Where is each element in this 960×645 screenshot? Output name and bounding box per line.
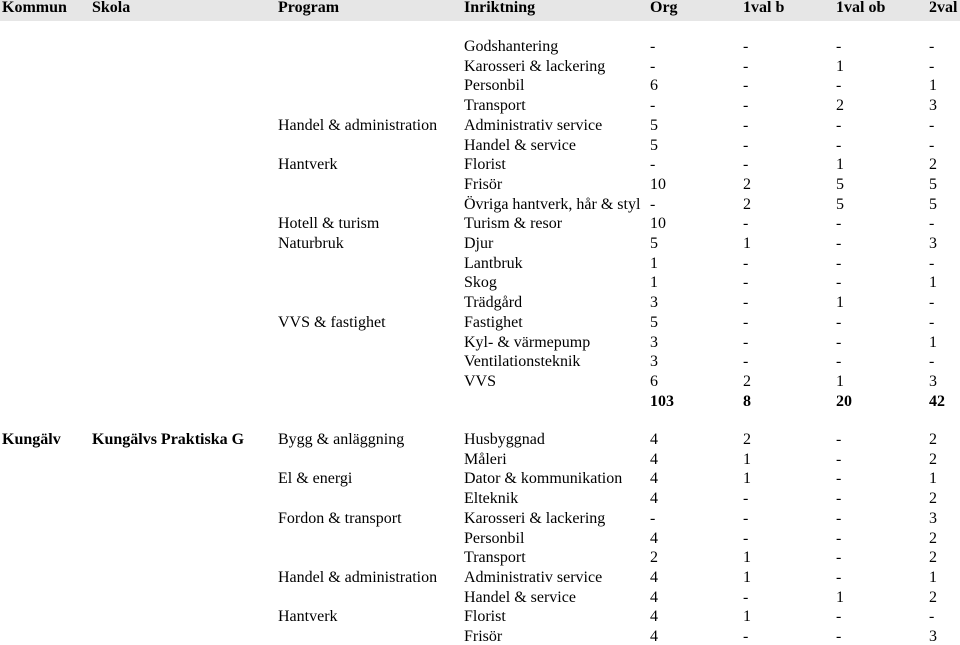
- header-program: Program: [278, 0, 340, 16]
- cell-inriktning: Trädgård: [464, 294, 523, 311]
- cell-b: -: [743, 156, 749, 173]
- cell-ob: 1: [836, 294, 844, 311]
- cell-org: 4: [650, 470, 658, 487]
- header-skola: Skola: [92, 0, 131, 16]
- cell-v2: 3: [929, 235, 937, 252]
- cell-v2: 2: [929, 156, 937, 173]
- cell-ob: 2: [836, 97, 844, 114]
- cell-org: 5: [650, 314, 658, 331]
- cell-v2: 2: [929, 490, 937, 507]
- cell-inriktning: Skog: [464, 274, 497, 291]
- cell-v2: -: [929, 294, 935, 311]
- cell-inriktning: Djur: [464, 235, 494, 252]
- cell-org: -: [650, 97, 656, 114]
- cell-org: 3: [650, 353, 658, 370]
- cell-org: -: [650, 510, 656, 527]
- cell-org: 6: [650, 77, 658, 94]
- cell-v2: 1: [929, 334, 937, 351]
- cell-b: -: [743, 530, 749, 547]
- cell-v2: -: [929, 314, 935, 331]
- cell-ob: -: [836, 530, 842, 547]
- cell-inriktning: Transport: [464, 549, 526, 566]
- cell-org: 4: [650, 530, 658, 547]
- cell-v2: 3: [929, 373, 937, 390]
- cell-ob: -: [836, 137, 842, 154]
- cell-inriktning: Måleri: [464, 451, 507, 468]
- cell-b: 1: [743, 470, 751, 487]
- cell-ob: 1: [836, 58, 844, 75]
- cell-v2: -: [929, 353, 935, 370]
- cell-b: 1: [743, 549, 751, 566]
- cell-ob: -: [836, 431, 842, 448]
- cell-inriktning: Lantbruk: [464, 255, 523, 272]
- cell-b: -: [743, 77, 749, 94]
- cell-b: -: [743, 510, 749, 527]
- cell-inriktning: Frisör: [464, 176, 503, 193]
- cell-inriktning: Administrativ service: [464, 569, 603, 586]
- cell-b: -: [743, 58, 749, 75]
- cell-b: 2: [743, 176, 751, 193]
- cell-inriktning: Godshantering: [464, 38, 559, 55]
- cell-b: -: [743, 628, 749, 645]
- cell-v2: 3: [929, 510, 937, 527]
- cell-org: 10: [650, 215, 666, 232]
- cell-ob: -: [836, 215, 842, 232]
- cell-org: 1: [650, 274, 658, 291]
- cell-v2: -: [929, 38, 935, 55]
- cell-skola: Kungälvs Praktiska G: [92, 431, 245, 448]
- cell-kommun: Kungälv: [2, 431, 61, 448]
- cell-b: -: [743, 97, 749, 114]
- cell-ob: -: [836, 255, 842, 272]
- cell-b: -: [743, 294, 749, 311]
- total-ob: 20: [836, 393, 852, 410]
- cell-b: -: [743, 334, 749, 351]
- cell-inriktning: Husbyggnad: [464, 431, 545, 448]
- cell-b: 1: [743, 235, 751, 252]
- cell-org: 3: [650, 294, 658, 311]
- cell-program: VVS & fastighet: [278, 314, 386, 331]
- cell-v2: 2: [929, 530, 937, 547]
- cell-inriktning: Personbil: [464, 530, 525, 547]
- cell-b: 2: [743, 431, 751, 448]
- cell-v2: 1: [929, 77, 937, 94]
- cell-ob: -: [836, 490, 842, 507]
- cell-org: 6: [650, 373, 658, 390]
- cell-v2: -: [929, 117, 935, 134]
- cell-b: 2: [743, 373, 751, 390]
- cell-v2: 5: [929, 176, 937, 193]
- cell-ob: -: [836, 628, 842, 645]
- cell-program: Hotell & turism: [278, 215, 380, 232]
- cell-ob: -: [836, 569, 842, 586]
- cell-org: 4: [650, 569, 658, 586]
- cell-org: 4: [650, 490, 658, 507]
- cell-program: Hantverk: [278, 156, 338, 173]
- cell-inriktning: Handel & service: [464, 589, 576, 606]
- cell-inriktning: Florist: [464, 156, 506, 173]
- cell-ob: -: [836, 77, 842, 94]
- cell-inriktning: Karosseri & lackering: [464, 510, 606, 527]
- cell-v2: 1: [929, 569, 937, 586]
- cell-v2: 2: [929, 549, 937, 566]
- header-kommun: Kommun: [2, 0, 67, 16]
- cell-program: Handel & administration: [278, 117, 438, 134]
- cell-b: -: [743, 137, 749, 154]
- cell-inriktning: Handel & service: [464, 137, 576, 154]
- cell-b: -: [743, 589, 749, 606]
- cell-org: 4: [650, 451, 658, 468]
- cell-b: 1: [743, 451, 751, 468]
- cell-b: -: [743, 117, 749, 134]
- cell-ob: -: [836, 470, 842, 487]
- cell-v2: 2: [929, 451, 937, 468]
- header-org: Org: [650, 0, 678, 16]
- cell-org: 4: [650, 431, 658, 448]
- cell-program: Bygg & anläggning: [278, 431, 405, 448]
- header-2val: 2val: [929, 0, 958, 16]
- cell-program: Handel & administration: [278, 569, 438, 586]
- table-header: [0, 0, 960, 21]
- total-v2: 42: [929, 393, 945, 410]
- cell-program: El & energi: [278, 470, 353, 487]
- cell-b: -: [743, 314, 749, 331]
- cell-program: Fordon & transport: [278, 510, 402, 527]
- cell-inriktning: Karosseri & lackering: [464, 58, 606, 75]
- cell-org: 1: [650, 255, 658, 272]
- cell-b: -: [743, 353, 749, 370]
- cell-v2: -: [929, 137, 935, 154]
- cell-org: -: [650, 38, 656, 55]
- cell-inriktning: Övriga hantverk, hår & styl: [464, 196, 641, 213]
- cell-v2: 5: [929, 196, 937, 213]
- cell-program: Hantverk: [278, 608, 338, 625]
- cell-v2: -: [929, 255, 935, 272]
- cell-v2: 2: [929, 589, 937, 606]
- cell-inriktning: Kyl- & värmepump: [464, 334, 591, 351]
- cell-ob: -: [836, 117, 842, 134]
- cell-org: -: [650, 196, 656, 213]
- total-b: 8: [743, 393, 751, 410]
- cell-inriktning: Personbil: [464, 77, 525, 94]
- cell-org: 5: [650, 137, 658, 154]
- cell-v2: 1: [929, 470, 937, 487]
- cell-ob: -: [836, 314, 842, 331]
- cell-v2: -: [929, 58, 935, 75]
- cell-v2: -: [929, 608, 935, 625]
- cell-b: 1: [743, 608, 751, 625]
- cell-ob: -: [836, 274, 842, 291]
- cell-org: 4: [650, 589, 658, 606]
- cell-b: -: [743, 490, 749, 507]
- cell-b: 2: [743, 196, 751, 213]
- cell-org: 3: [650, 334, 658, 351]
- cell-ob: -: [836, 549, 842, 566]
- cell-inriktning: Florist: [464, 608, 506, 625]
- cell-ob: -: [836, 235, 842, 252]
- cell-inriktning: Transport: [464, 97, 526, 114]
- cell-inriktning: Fastighet: [464, 314, 523, 331]
- cell-b: -: [743, 38, 749, 55]
- cell-ob: 1: [836, 373, 844, 390]
- header-1val-b: 1val b: [743, 0, 785, 16]
- cell-v2: 3: [929, 97, 937, 114]
- cell-org: 5: [650, 235, 658, 252]
- cell-inriktning: Frisör: [464, 628, 503, 645]
- cell-inriktning: VVS: [464, 373, 497, 390]
- cell-b: 1: [743, 569, 751, 586]
- cell-inriktning: Turism & resor: [464, 215, 563, 232]
- cell-ob: 1: [836, 156, 844, 173]
- cell-inriktning: Administrativ service: [464, 117, 603, 134]
- header-inriktning: Inriktning: [464, 0, 536, 16]
- cell-ob: -: [836, 353, 842, 370]
- cell-ob: 5: [836, 196, 844, 213]
- cell-b: -: [743, 215, 749, 232]
- cell-org: -: [650, 58, 656, 75]
- cell-v2: -: [929, 215, 935, 232]
- cell-v2: 3: [929, 628, 937, 645]
- cell-inriktning: Ventilationsteknik: [464, 353, 581, 370]
- total-org: 103: [650, 393, 674, 410]
- cell-org: -: [650, 156, 656, 173]
- cell-b: -: [743, 274, 749, 291]
- cell-program: Naturbruk: [278, 235, 344, 252]
- cell-org: 2: [650, 549, 658, 566]
- cell-inriktning: Elteknik: [464, 490, 519, 507]
- cell-ob: -: [836, 38, 842, 55]
- cell-ob: -: [836, 451, 842, 468]
- cell-b: -: [743, 255, 749, 272]
- cell-org: 4: [650, 628, 658, 645]
- cell-ob: -: [836, 510, 842, 527]
- cell-org: 10: [650, 176, 666, 193]
- cell-inriktning: Dator & kommunikation: [464, 470, 623, 487]
- cell-ob: -: [836, 608, 842, 625]
- cell-v2: 1: [929, 274, 937, 291]
- header-1val-ob: 1val ob: [836, 0, 886, 16]
- cell-org: 5: [650, 117, 658, 134]
- cell-ob: 1: [836, 589, 844, 606]
- cell-v2: 2: [929, 431, 937, 448]
- cell-ob: -: [836, 334, 842, 351]
- cell-org: 4: [650, 608, 658, 625]
- cell-ob: 5: [836, 176, 844, 193]
